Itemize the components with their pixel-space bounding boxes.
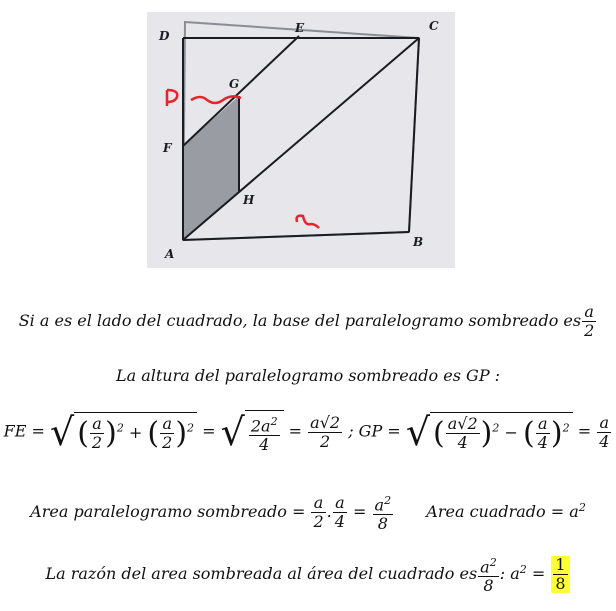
ratio-colon: : a — [499, 564, 520, 584]
area-result-den: 8 — [377, 514, 388, 534]
label-f: F — [163, 141, 172, 155]
height-text: La altura del paralelogramo sombreado es GP : — [115, 366, 501, 385]
area-factor-1 — [311, 494, 325, 531]
equals-sign: = — [353, 502, 367, 522]
fe-result-den: 2 — [320, 431, 331, 451]
sqrt-2a2-over-4: √ $\frac{2a^2}{4}$ — [221, 410, 284, 454]
fe-label: FE = — [3, 421, 45, 441]
fe-gp-equation — [0, 410, 616, 454]
ratio-equation — [0, 554, 616, 595]
fraction-a-over-2 — [582, 303, 596, 340]
height-statement — [0, 366, 616, 385]
term-den: 2 — [162, 433, 173, 453]
base-text: Si a es el lado del cuadrado, la base del paralelogramo sombreado es — [18, 311, 582, 330]
result-num: 1 — [555, 555, 566, 575]
fe-result — [308, 414, 342, 451]
label-h: H — [243, 193, 255, 207]
ratio-den: 8 — [483, 576, 494, 596]
ratio-exp: 2 — [489, 556, 497, 569]
factor1-den: 2 — [313, 512, 324, 532]
factor1-num: a — [311, 494, 325, 513]
base-statement — [0, 303, 616, 340]
gp-result-den: 4 — [599, 431, 610, 451]
area-factor-2 — [333, 494, 347, 531]
gp-term-num: a — [536, 415, 550, 434]
term-exp: 2 — [116, 421, 124, 435]
result-den: 8 — [555, 574, 566, 594]
area-label: Area paralelogramo sombreado = — [30, 502, 306, 522]
label-e: E — [295, 21, 305, 35]
square-diagram — [147, 12, 455, 268]
gp-term-den: 4 — [537, 433, 548, 453]
geometry-figure — [147, 12, 455, 268]
term-den: 2 — [91, 433, 103, 453]
gp-term-exp: 2 — [562, 421, 570, 435]
factor2-num: a — [333, 494, 347, 513]
area-result-exp: 2 — [384, 494, 392, 507]
plus-sign: + — [128, 423, 143, 443]
sqrt-gp: √ ( $\frac{a√2}{4}$ )$^2$ − ( $\frac{a}{4}$ )$^2$ — [406, 410, 573, 454]
label-c: C — [429, 19, 439, 33]
highlighted-result — [551, 556, 569, 593]
ratio-fraction — [478, 554, 499, 595]
area-result-num: a — [374, 495, 385, 515]
gp-result-num: a — [597, 414, 611, 433]
gp-term-den: 4 — [457, 433, 468, 453]
label-a: A — [165, 247, 175, 261]
rad-den: 4 — [259, 435, 270, 455]
fraction-denominator: 2 — [584, 321, 595, 340]
ratio-colon-exp: 2 — [519, 562, 527, 576]
fraction-numerator: a — [582, 303, 596, 322]
fe-result-num: a√2 — [310, 412, 341, 432]
square-area-label: Area cuadrado = — [426, 502, 565, 522]
minus-sign: − — [504, 423, 518, 443]
label-d: D — [159, 29, 170, 43]
ratio-label: La razón del area sombreada al área del cuadrado es — [45, 564, 478, 584]
separator: ; — [348, 421, 354, 441]
area-equation — [0, 492, 616, 533]
gp-result — [597, 414, 611, 451]
ratio-num: a — [480, 557, 490, 577]
square-area-exp: 2 — [578, 500, 586, 514]
rad-num: 2a — [250, 416, 271, 436]
term-num: a — [90, 415, 104, 434]
label-g: G — [229, 77, 240, 91]
area-result — [373, 492, 394, 533]
gp-term-exp: 2 — [492, 421, 500, 435]
gp-label: GP = — [358, 421, 401, 441]
equals-sign: = — [531, 564, 546, 584]
factor2-den: 4 — [334, 512, 345, 532]
gp-term-num: a√2 — [447, 414, 478, 434]
term-exp: 2 — [187, 421, 195, 435]
dot-operator: . — [326, 502, 332, 522]
equals-sign: = — [577, 421, 592, 441]
equals-sign: = — [202, 421, 216, 441]
equals-sign: = — [288, 421, 303, 441]
square-area-var: a — [569, 502, 579, 522]
label-b: B — [413, 235, 424, 249]
rad-exp: 2 — [270, 415, 278, 428]
sqrt-fe: √ ( $\frac{a}{2}$ )$^2$ + ( $\frac{a}{2}$ )$^2$ — [50, 410, 197, 454]
term-num: a — [160, 415, 174, 434]
